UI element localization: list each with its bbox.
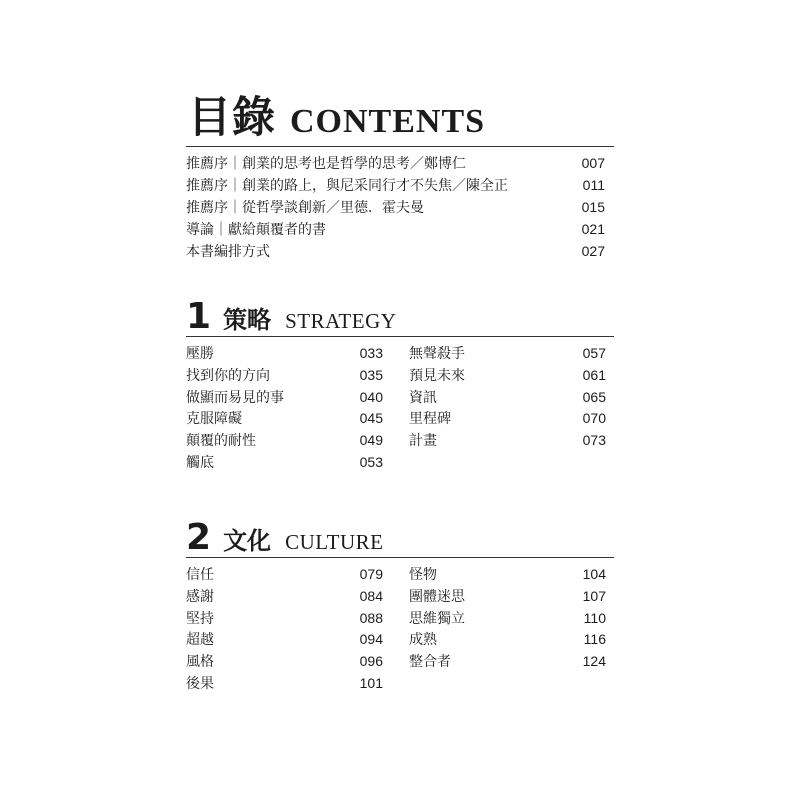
toc-entry-label: 觸底: [186, 453, 214, 470]
toc-entry-page: 084: [359, 587, 383, 604]
toc-entry[interactable]: [186, 174, 605, 196]
toc-entry-label: 風格: [186, 653, 214, 670]
toc-entry-label: 本書編排方式: [186, 243, 270, 259]
section-2-right-column: [409, 564, 606, 673]
toc-entry-label: 後果: [186, 674, 214, 691]
section-1-right-column: [409, 343, 606, 452]
toc-entry[interactable]: [186, 673, 383, 695]
section-rule: [186, 336, 614, 337]
section-heading-strategy: [186, 295, 396, 335]
toc-entry-label: 顛覆的耐性: [186, 432, 256, 449]
toc-entry-label: 預見未來: [409, 366, 465, 383]
toc-entry[interactable]: [186, 586, 383, 608]
section-title-cjk: 策略: [223, 306, 272, 334]
section-number: 1: [186, 296, 212, 337]
toc-entry[interactable]: [409, 564, 606, 586]
toc-entry-label: 成熟: [409, 631, 437, 648]
title-rule: [186, 146, 614, 147]
toc-entry[interactable]: [186, 152, 605, 174]
toc-entry-label: 信任: [186, 566, 214, 582]
toc-entry[interactable]: [186, 343, 383, 365]
toc-entry-page: 033: [359, 345, 383, 361]
toc-entry-page: 110: [583, 609, 606, 626]
toc-entry-label: 整合者: [409, 653, 451, 670]
toc-entry[interactable]: [409, 651, 606, 673]
toc-entry[interactable]: [186, 564, 383, 586]
section-title-cjk: 文化: [223, 527, 272, 555]
toc-entry[interactable]: [409, 430, 606, 452]
toc-entry[interactable]: [186, 651, 383, 673]
toc-entry-page: 124: [582, 653, 606, 670]
toc-entry-page: 015: [581, 199, 605, 215]
toc-entry-page: 011: [582, 177, 605, 193]
toc-entry-page: 040: [359, 388, 383, 405]
toc-entry-label: 推薦序｜創業的思考也是哲學的思考／鄭博仁: [186, 155, 466, 171]
toc-entry-label: 做顯而易見的事: [186, 388, 284, 405]
toc-entry[interactable]: [186, 452, 383, 474]
toc-entry-page: 053: [359, 453, 383, 470]
toc-entry[interactable]: [409, 629, 606, 651]
toc-entry-label: 怪物: [409, 566, 437, 582]
toc-entry-page: 035: [359, 366, 383, 383]
section-1-left-column: [186, 343, 383, 474]
toc-entry-page: 073: [582, 432, 606, 449]
toc-entry-label: 超越: [186, 631, 214, 648]
toc-entry[interactable]: [186, 408, 383, 430]
toc-entry[interactable]: [409, 608, 606, 630]
toc-entry[interactable]: [186, 629, 383, 651]
toc-entry-page: 065: [582, 388, 606, 405]
toc-entry[interactable]: [186, 608, 383, 630]
toc-entry-page: 045: [359, 410, 383, 427]
toc-entry-label: 計畫: [409, 432, 437, 449]
section-heading-culture: [186, 516, 383, 556]
toc-entry-page: 007: [581, 155, 605, 171]
section-rule: [186, 557, 614, 558]
toc-entry[interactable]: [409, 408, 606, 430]
toc-entry-page: 049: [359, 432, 383, 449]
toc-entry-page: 101: [359, 674, 383, 691]
toc-entry-page: 104: [582, 566, 606, 582]
toc-entry-label: 找到你的方向: [186, 366, 270, 383]
toc-entry-page: 094: [359, 631, 383, 648]
toc-entry[interactable]: [409, 365, 606, 387]
toc-entry-page: 088: [359, 609, 383, 626]
title-en: CONTENTS: [290, 103, 486, 140]
section-number: 2: [186, 517, 212, 558]
section-title-en: STRATEGY: [285, 309, 397, 333]
toc-entry-label: 資訊: [409, 388, 437, 405]
toc-entry-label: 團體迷思: [409, 587, 465, 604]
toc-entry[interactable]: [186, 240, 605, 262]
front-matter-list: [186, 152, 605, 262]
toc-entry-label: 推薦序｜創業的路上，與尼采同行才不失焦／陳全正: [186, 177, 508, 193]
toc-entry[interactable]: [186, 196, 605, 218]
toc-entry-label: 里程碑: [409, 410, 451, 427]
toc-entry-label: 推薦序｜從哲學談創新／里德．霍夫曼: [186, 199, 424, 215]
section-title-en: CULTURE: [285, 530, 384, 554]
toc-entry-label: 導論｜獻給顛覆者的書: [186, 221, 326, 237]
toc-entry-page: 070: [582, 410, 606, 427]
toc-entry-page: 096: [359, 653, 383, 670]
toc-entry[interactable]: [186, 387, 383, 409]
toc-entry-page: 116: [583, 631, 606, 648]
page-title: [188, 92, 485, 144]
toc-entry-label: 堅持: [186, 609, 214, 626]
section-2-left-column: [186, 564, 383, 695]
toc-entry-page: 079: [359, 566, 383, 582]
toc-entry[interactable]: [409, 586, 606, 608]
toc-entry[interactable]: [186, 365, 383, 387]
toc-entry[interactable]: [409, 343, 606, 365]
toc-entry-page: 057: [582, 345, 606, 361]
toc-entry-label: 壓勝: [186, 345, 214, 361]
toc-entry[interactable]: [409, 387, 606, 409]
toc-entry-page: 021: [581, 221, 605, 237]
toc-entry-page: 027: [581, 243, 605, 259]
toc-entry-label: 克服障礙: [186, 410, 242, 427]
toc-entry[interactable]: [186, 430, 383, 452]
title-cjk: 目錄: [188, 93, 276, 143]
toc-entry-label: 感謝: [186, 587, 214, 604]
toc-entry-page: 061: [582, 366, 606, 383]
toc-entry-label: 思維獨立: [409, 609, 465, 626]
toc-entry[interactable]: [186, 218, 605, 240]
toc-entry-label: 無聲殺手: [409, 345, 465, 361]
toc-entry-page: 107: [582, 587, 606, 604]
